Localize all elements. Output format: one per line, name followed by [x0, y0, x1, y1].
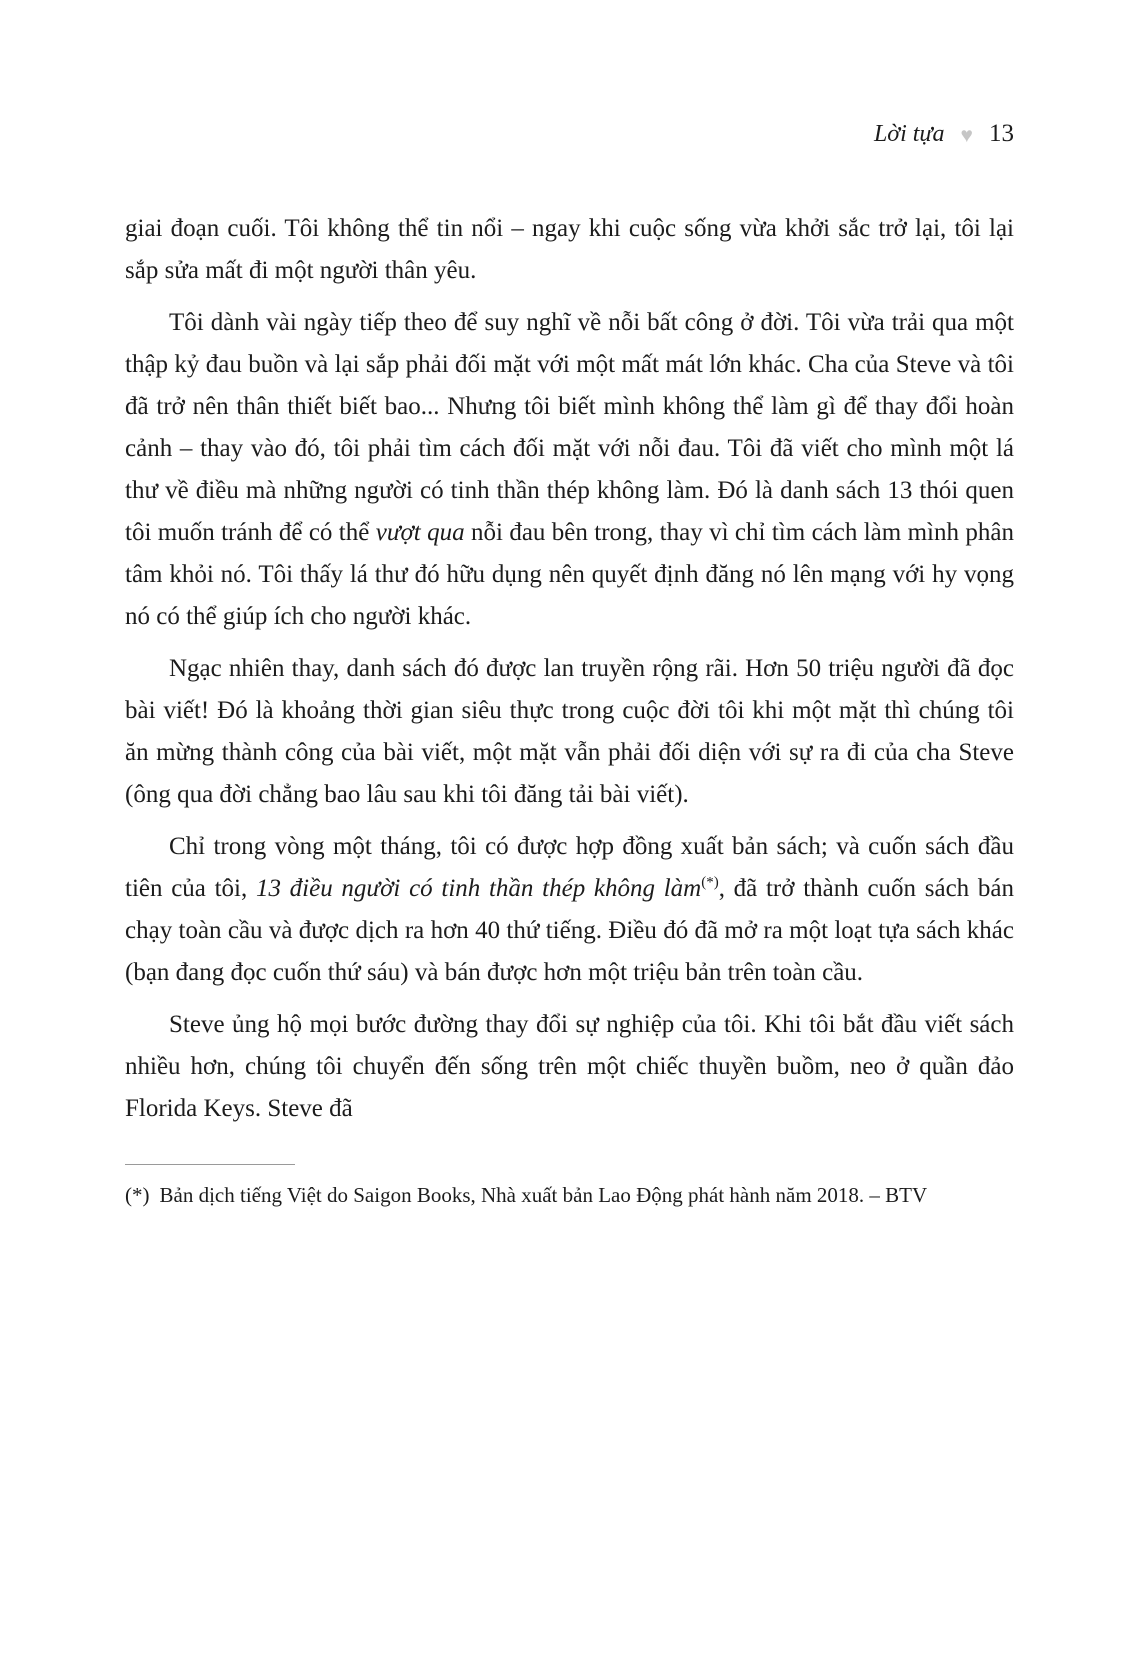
- text-run: Chỉ trong vòng một tháng, tôi có được hợp đồng xuất bản sách; và cuốn sách đầu tiên của tôi,: [125, 833, 1014, 902]
- paragraph: [125, 826, 1014, 994]
- footnote-text: [125, 1179, 1014, 1212]
- text-run: giai đoạn cuối. Tôi không thể tin nổi – ngay khi cuộc sống vừa khởi sắc trở lại, tôi lại sắp sửa mất đi một người thân yêu.: [125, 215, 1014, 284]
- text-run: 13 điều người có tinh thần thép không làm: [255, 875, 702, 902]
- text-run: vượt qua: [375, 519, 465, 546]
- body-text: [125, 208, 1014, 1130]
- text-run: Steve ủng hộ mọi bước đường thay đổi sự nghiệp của tôi. Khi tôi bắt đầu viết sách nhiều hơn, chúng tôi chuyển đến sống trên một chiếc thuyền buồm, neo ở quần đảo Florida Keys. Steve đã: [125, 1011, 1014, 1122]
- running-head: [125, 120, 1014, 148]
- heart-ornament-icon: ♥: [960, 122, 973, 147]
- footnote-body: Bản dịch tiếng Việt do Saigon Books, Nhà xuất bản Lao Động phát hành năm 2018. – BTV: [159, 1183, 928, 1207]
- paragraph: [125, 1004, 1014, 1130]
- paragraph: [125, 208, 1014, 292]
- text-run: nỗi đau bên trong, thay vì chỉ tìm cách làm mình phân tâm khỏi nó. Tôi thấy lá thư đó hữu dụng nên quyết định đăng nó lên mạng với hy vọng nó có thể giúp ích cho người khác.: [125, 519, 1014, 630]
- page-number: 13: [989, 120, 1014, 147]
- text-run: Ngạc nhiên thay, danh sách đó được lan truyền rộng rãi. Hơn 50 triệu người đã đọc bài viết! Đó là khoảng thời gian siêu thực trong cuộc đời tôi khi một mặt thì chúng tôi ăn mừng thành công của bài viết, một mặt vẫn phải đối diện với sự ra đi của cha Steve (ông qua đời chẳng bao lâu sau khi tôi đăng tải bài viết).: [125, 655, 1014, 808]
- footnote-reference: (*): [701, 874, 719, 891]
- footnote-marker: (*): [125, 1183, 150, 1207]
- paragraph: [125, 302, 1014, 638]
- footnote: [125, 1164, 1014, 1212]
- footnote-divider: [125, 1164, 295, 1165]
- paragraph: [125, 648, 1014, 816]
- text-run: Tôi dành vài ngày tiếp theo để suy nghĩ về nỗi bất công ở đời. Tôi vừa trải qua một thập kỷ đau buồn và lại sắp phải đối mặt với một mất mát lớn khác. Cha của Steve và tôi đã trở nên thân thiết biết bao... Nhưng tôi biết mình không thể làm gì để thay đổi hoàn cảnh – thay vào đó, tôi phải tìm cách đối mặt với nỗi đau. Tôi đã viết cho mình một lá thư về điều mà những người có tinh thần thép không làm. Đó là danh sách 13 thói quen tôi muốn tránh để có thể: [125, 309, 1014, 546]
- running-head-section-title: Lời tựa: [873, 120, 945, 147]
- text-run: , đã trở thành cuốn sách bán chạy toàn cầu và được dịch ra hơn 40 thứ tiếng. Điều đó đã mở ra một loạt tựa sách khác (bạn đang đọc cuốn thứ sáu) và bán được hơn một triệu bản trên toàn cầu.: [125, 875, 1014, 986]
